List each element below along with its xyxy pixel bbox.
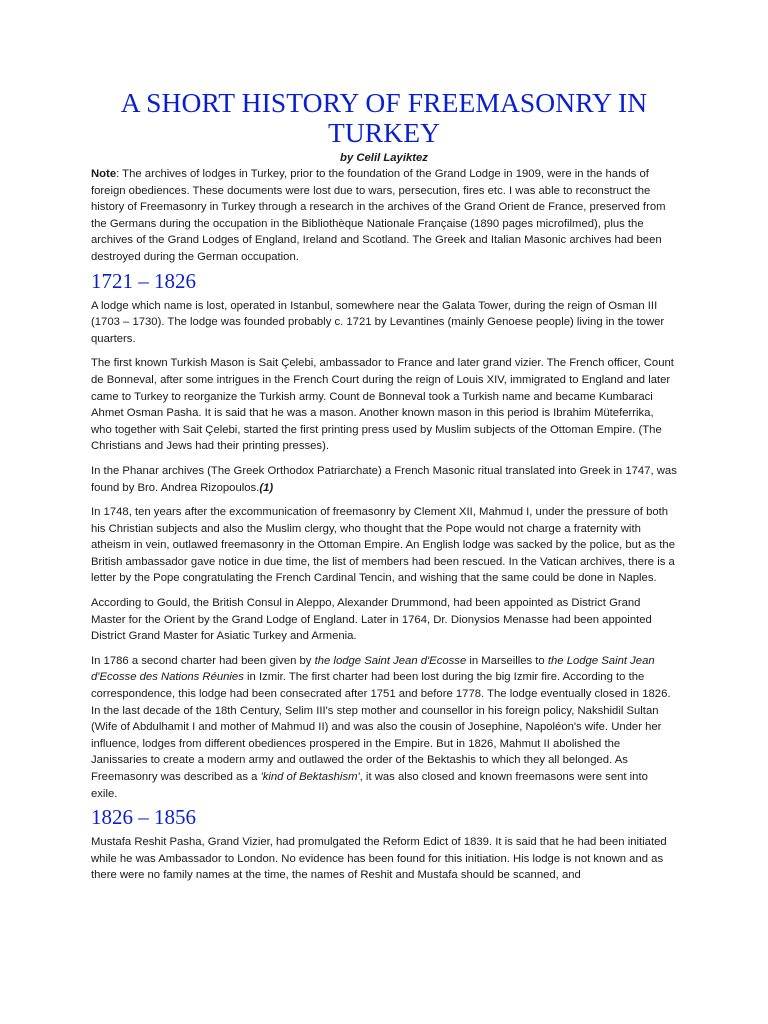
paragraph-text: In the last decade of the 18th Century, Selim III's step mother and counsellor in his foreign policy, Nakshidil Sultan (Wife of Abdulhamit I and mother of Mahmud II) and was also the cousin of Josephine, Napoléon's wife. Under her influence, lodges from different obediences prospered in the Empire. But in 1826, Mahmut II abolished the Janissaries to create a modern army and outlawed the order of the Bektashis to which they all belonged. As Freemasonry was described as a [91,704,662,783]
paragraph [91,703,677,803]
quoted-phrase: 'kind of Bektashism' [260,771,360,783]
paragraph-text: , it was also closed and known freemasons were sent into exile. [91,771,648,800]
paragraph [91,653,677,703]
paragraph: According to Gould, the British Consul in Aleppo, Alexander Drummond, had been appointed as District Grand Master for the Orient by the Grand Lodge of England. Later in 1764, Dr. Dionysios Menasse had been appointed District Grand Master for Asiatic Turkey and Armenia. [91,597,652,643]
footnote-reference: (1) [259,481,274,494]
paragraph-text: in Izmir. The first charter had been lost during the big Izmir fire. According to the correspondence, this lodge had been consecrated after 1751 and before 1778. The lodge eventually closed in 1826. [91,671,671,701]
section-heading-1721-1826: 1721 – 1826 [91,268,196,293]
paragraph: Mustafa Reshit Pasha, Grand Vizier, had promulgated the Reform Edict of 1839. It is said that he had been initiated while he was Ambassador to London. No evidence has been found for this initiation. His lodge is not known and as there were no family names at the time, the names of Reshit and Mustafa should be scanned, and [91,836,667,882]
paragraph-text: In 1786 a second charter had been given by [91,654,315,667]
paragraph-text: in Marseilles to [466,654,548,667]
lodge-name: the lodge Saint Jean d'Ecosse [314,654,467,667]
note-paragraph [91,166,677,266]
paragraph: A lodge which name is lost, operated in Istanbul, somewhere near the Galata Tower, during the reign of Osman III (1703 – 1730). The lodge was founded probably c. 1721 by Levantines (mainly Genoese people) living in the tower quarters. [91,299,665,345]
paragraph [91,463,677,496]
lodge-name: the Lodge Saint Jean d'Ecosse des Nations Réunies [91,654,655,684]
document-page [91,0,677,1024]
section-heading-1826-1856: 1826 – 1856 [91,805,196,830]
paragraph: The first known Turkish Mason is Sait Çelebi, ambassador to France and later grand vizier. The French officer, Count de Bonneval, after some intrigues in the French Court during the reign of Louis XIV, immigrated to England and later came to Turkey to reorganize the Turkish army. Count de Bonneval took a Turkish name and became Kumbaraci Ahmet Osman Pasha. It is said that he was a mason. Another known mason in this period is Ibrahim Müteferrika, who together with Sait Çelebi, started the first printing press used by Muslim subjects of the Ottoman Empire. (The Christians and Jews had their printing presses). [91,357,674,453]
note-label: Note [91,168,117,180]
paragraph-text: In the Phanar archives (The Greek Orthodox Patriarchate) a French Masonic ritual translated into Greek in 1747, was found by Bro. Andrea Rizopoulos. [91,464,677,494]
document-title: A SHORT HISTORY OF FREEMASONRY IN TURKEY [120,87,648,148]
author-byline: by Celil Layiktez [340,152,428,164]
paragraph: In 1748, ten years after the excommunication of freemasonry by Clement XII, Mahmud I, under the pressure of both his Christian subjects and also the Muslim clergy, who thought that the Pope would not charge a fraternity with atheism in vein, outlawed freemasonry in the Ottoman Empire. An English lodge was sacked by the police, but as the British ambassador gave notice in due time, the list of members had been rescued. In the Vatican archives, there is a letter by the Pope congratulating the French Cardinal Tencin, and wishing that the same could be done in Naples. [91,506,675,585]
note-text: : The archives of lodges in Turkey, prior to the foundation of the Grand Lodge in 1909, were in the hands of foreign obediences. These documents were lost due to wars, persecution, fires etc. I was able to reconstruct the history of Freemasonry in Turkey through a research in the archives of the Grand Orient de France, preserved from the Germans during the occupation in the Bibliothèque Nationale Française (1890 pages microfilmed), plus the archives of the Grand Lodges of England, Ireland and Scotland. The Greek and Italian Masonic archives had been destroyed during the German occupation. [91,168,666,263]
